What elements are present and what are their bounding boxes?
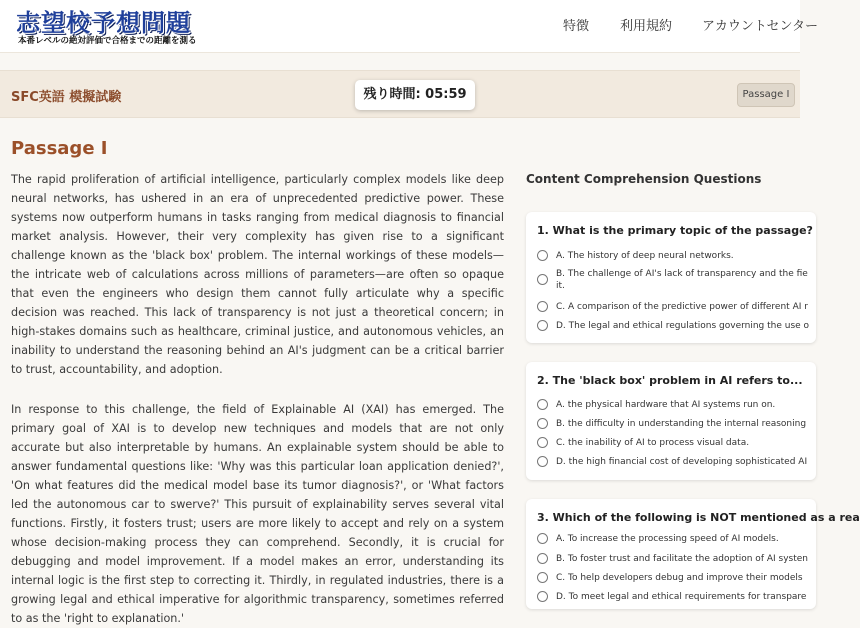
radio-button[interactable] <box>537 437 548 448</box>
site-header <box>0 0 818 53</box>
nav-item-features[interactable]: 特徴 <box>563 19 590 34</box>
countdown-timer: 残り時間: 05:59 <box>355 80 475 110</box>
questions-heading: Content Comprehension Questions <box>526 172 762 186</box>
radio-button[interactable] <box>537 250 548 261</box>
radio-button[interactable] <box>537 533 548 544</box>
question-card-1 <box>526 212 816 343</box>
option-label: D. the high financial cost of developing sophisticated AI <box>556 457 808 467</box>
exam-bar <box>0 70 800 118</box>
passage-paragraph-1: The rapid proliferation of artificial intelligence, particularly complex models like deep neural networks, has ushered in an era of unprecedented predictive power. These systems now outperform humans in tasks ranging from medical diagnosis to financial market analysis. However, their very complexity has given rise to a significant challenge known as the 'black box' problem. The internal workings of these models—the intricate web of calculations across millions of parameters—are often so opaque that even the engineers who design them cannot fully articulate why a specific decision was reached. This lack of transparency is not just a theoretical concern; in high-stakes domains such as healthcare, criminal justice, and autonomous vehicles, an inability to understand the reasoning behind an AI's judgment can be a critical barrier to trust, accountability, and adoption. <box>11 173 504 376</box>
radio-button[interactable] <box>537 399 548 410</box>
radio-button[interactable] <box>537 418 548 429</box>
option-label: C. To help developers debug and improve their models <box>556 573 803 583</box>
exam-title: SFC英語 模擬試験 <box>11 90 122 105</box>
passage-paragraph-2: In response to this challenge, the field of Explainable AI (XAI) has emerged. The primary goal of XAI is to develop new techniques and models that are not only accurate but also interpretable by humans. An explainable system should be able to answer fundamental questions like: 'Why was this particular loan application denied?', 'On what features did the medical model base its tumor diagnosis?', or 'What factors led the autonomous car to swerve?' This pursuit of explainability serves several vital functions. Firstly, it fosters trust; users are more likely to accept and rely on a system whose decision-making process they can comprehend. Secondly, it is crucial for debugging and model improvement. If a model makes an error, understanding its internal logic is the first step to correcting it. Thirdly, in regulated industries, there is a growing legal and ethical imperative for algorithmic transparency, sometimes referred to as the 'right to explanation.' <box>11 403 504 625</box>
option-label: C. A comparison of the predictive power of different AI r <box>556 302 808 312</box>
logo-subtitle: 本番レベルの絶対評価で合格までの距離を測る <box>18 36 197 46</box>
option-label: A. The history of deep neural networks. <box>556 251 734 261</box>
logo-title: 志望校予想問題 <box>16 9 191 37</box>
option-label: D. The legal and ethical regulations governing the use o <box>556 321 810 331</box>
option-label: D. To meet legal and ethical requirements for transpare <box>556 592 807 602</box>
option-label: A. the physical hardware that AI systems run on. <box>556 400 776 410</box>
radio-button[interactable] <box>537 456 548 467</box>
radio-button[interactable] <box>537 320 548 331</box>
question-3-title: 3. Which of the following is NOT mentioned as a rea <box>537 511 860 524</box>
option-label: B. the difficulty in understanding the internal reasoning <box>556 419 807 429</box>
radio-button[interactable] <box>537 572 548 583</box>
option-label: B. The challenge of AI's lack of transparency and the fie it. <box>556 269 808 291</box>
radio-button[interactable] <box>537 301 548 312</box>
passage-i-button[interactable]: Passage I <box>737 83 795 107</box>
option-label: C. the inability of AI to process visual data. <box>556 438 750 448</box>
option-label: A. To increase the processing speed of AI models. <box>556 534 779 544</box>
option-label: B. To foster trust and facilitate the adoption of AI systen <box>556 554 808 564</box>
radio-button[interactable] <box>537 274 548 285</box>
nav-item-account-center[interactable]: アカウントセンター <box>702 19 818 34</box>
main-nav <box>0 15 818 35</box>
question-1-title: 1. What is the primary topic of the passage? <box>537 224 813 237</box>
passage-heading: Passage I <box>11 138 108 159</box>
radio-button[interactable] <box>537 591 548 602</box>
radio-button[interactable] <box>537 553 548 564</box>
nav-item-terms[interactable]: 利用規約 <box>620 19 673 34</box>
question-card-2 <box>526 362 816 480</box>
question-2-title: 2. The 'black box' problem in AI refers to... <box>537 374 803 387</box>
question-card-3 <box>526 499 860 609</box>
